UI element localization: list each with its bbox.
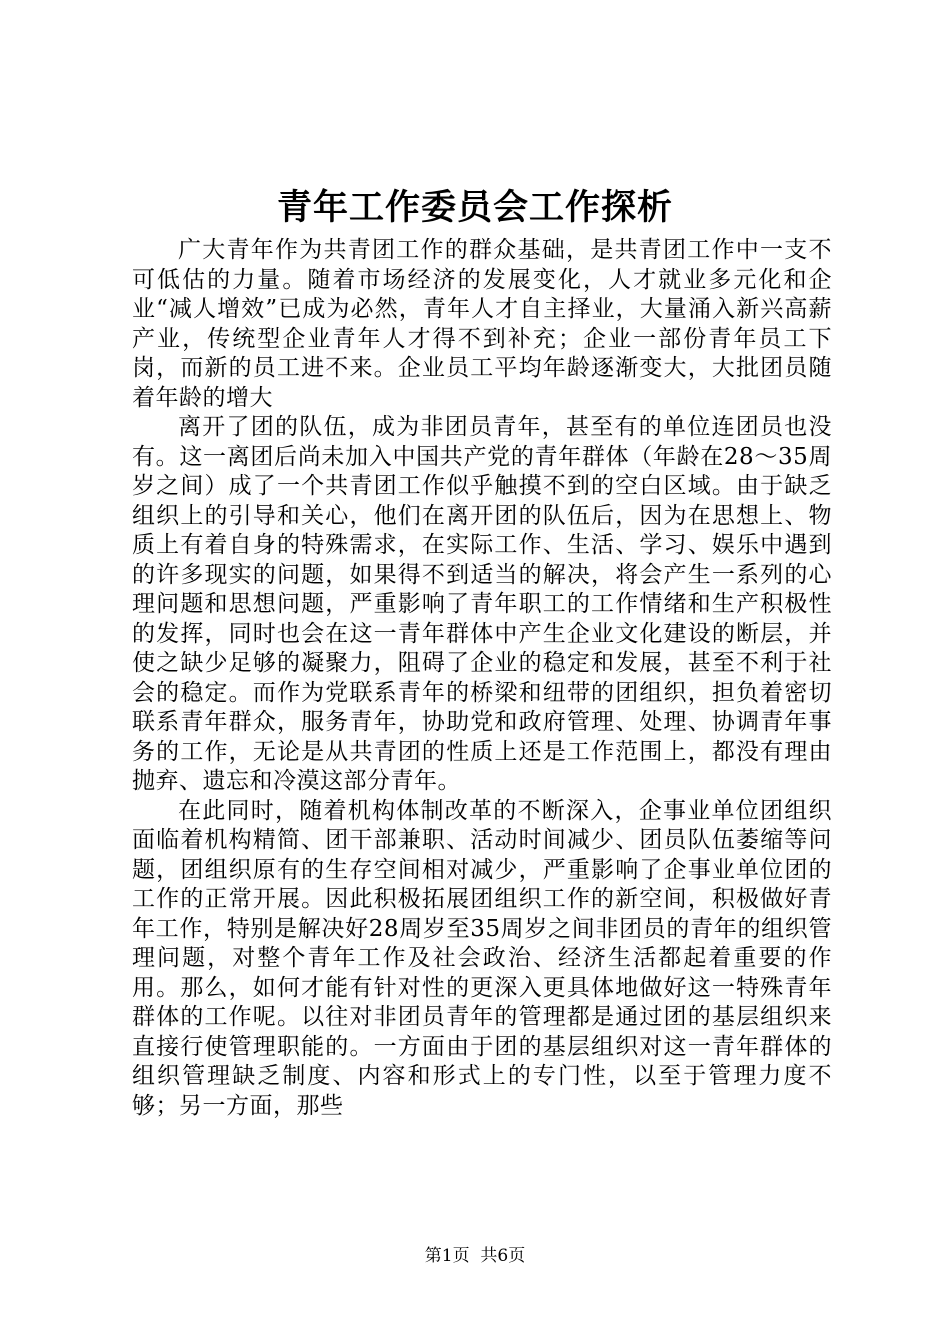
- page-number: 第1页: [424, 1246, 470, 1266]
- paragraph-2: 离开了团的队伍，成为非团员青年，甚至有的单位连团员也没有。这一离团后尚未加入中国共产党的青年群体（年龄在28～35周岁之间）成了一个共青团工作似乎触摸不到的空白区域。由于缺乏组织上的引导和关心，他们在离开团的队伍后，因为在思想上、物质上有着自身的特殊需求，在实际工作、生活、学习、娱乐中遇到的许多现实的问题，如果得不到适当的解决，将会产生一系列的心理问题和思想问题，严重影响了青年职工的工作情绪和生产积极性的发挥，同时也会在这一青年群体中产生企业文化建设的断层，并使之缺少足够的凝聚力，阻碍了企业的稳定和发展，甚至不利于社会的稳定。而作为党联系青年的桥梁和纽带的团组织，担负着密切联系青年群众，服务青年，协助党和政府管理、处理、协调青年事务的工作，无论是从共青团的性质上还是工作范围上，都没有理由抛弃、遗忘和冷漠这部分青年。: [132, 414, 832, 794]
- document-body: [132, 236, 832, 1121]
- page-total: 共6页: [480, 1246, 526, 1266]
- paragraph-3: 在此同时，随着机构体制改革的不断深入，企事业单位团组织面临着机构精简、团干部兼职、活动时间减少、团员队伍萎缩等问题，团组织原有的生存空间相对减少，严重影响了企事业单位团的工作的正常开展。因此积极拓展团组织工作的新空间，积极做好青年工作，特别是解决好28周岁至35周岁之间非团员的青年的组织管理问题，对整个青年工作及社会政治、经济生活都起着重要的作用。那么，如何才能有针对性的更深入更具体地做好这一特殊青年群体的工作呢。以往对非团员青年的管理都是通过团的基层组织来直接行使管理职能的。一方面由于团的基层组织对这一青年群体的组织管理缺乏制度、内容和形式上的专门性，以至于管理力度不够；另一方面，那些: [132, 797, 832, 1119]
- document-title: 青年工作委员会工作探析: [276, 187, 673, 228]
- page-footer: [0, 1244, 950, 1268]
- paragraph-1: 广大青年作为共青团工作的群众基础，是共青团工作中一支不可低估的力量。随着市场经济的发展变化，人才就业多元化和企业“减人增效”已成为必然，青年人才自主择业，大量涌入新兴高薪产业，传统型企业青年人才得不到补充；企业一部份青年员工下岗，而新的员工进不来。企业员工平均年龄逐渐变大，大批团员随着年龄的增大: [132, 237, 832, 411]
